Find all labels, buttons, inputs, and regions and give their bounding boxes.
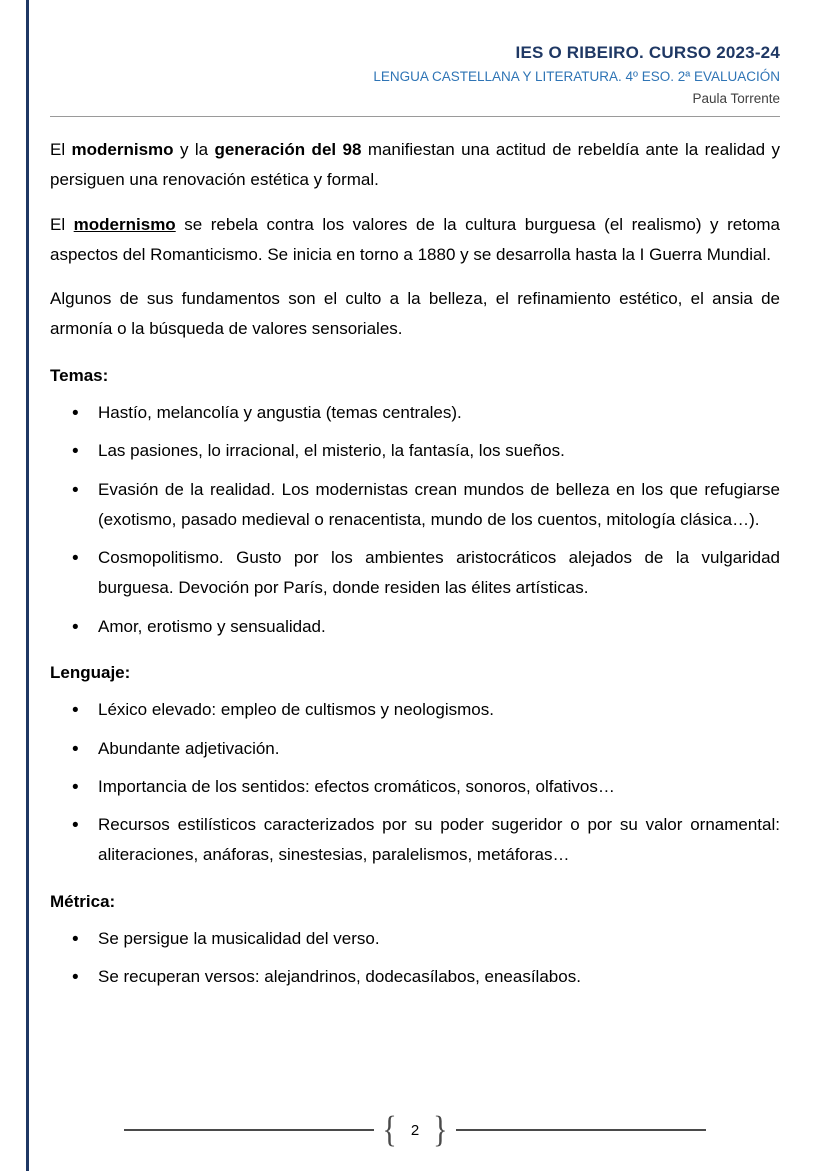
document-header — [50, 0, 780, 117]
brace-right-icon: } — [433, 1108, 448, 1150]
p1-bold-generacion98: generación del 98 — [214, 140, 362, 160]
list-item: • Las pasiones, lo irracional, el misterio, la fantasía, los sueños. — [98, 436, 780, 466]
p2-seg2: se rebela contra los valores de la cultura burguesa (el realismo) y retoma aspectos del Romanticismo. Se inicia en torno a 1880 y se desarrolla hasta la I Guerra Mundial. — [50, 214, 781, 264]
paragraph-modernismo — [50, 210, 780, 271]
header-author: Paula Torrente — [692, 91, 780, 107]
p1-seg2: y la — [173, 140, 215, 160]
list-item: • Recursos estilísticos caracterizados por su poder sugeridor o por su valor ornamental: aliteraciones, anáforas, sinestesias, paralelismos, metáforas… — [98, 810, 780, 871]
list-item: • Léxico elevado: empleo de cultismos y neologismos. — [98, 695, 780, 725]
p1-seg1: El — [50, 140, 72, 160]
list-item: • Se recuperan versos: alejandrinos, dodecasílabos, eneasílabos. — [98, 962, 780, 992]
brace-left-icon: { — [382, 1108, 397, 1150]
list-item: • Hastío, melancolía y angustia (temas centrales). — [98, 398, 780, 428]
section-title-metrica: Métrica: — [50, 891, 116, 911]
section-title-temas: Temas: — [50, 365, 109, 385]
page-number: 2 — [410, 1121, 420, 1139]
p1-seg3: manifiestan una actitud de rebeldía ante la realidad y persiguen una renovación estética y formal. — [50, 140, 780, 190]
list-item: • Importancia de los sentidos: efectos cromáticos, sonoros, olfativos… — [98, 772, 780, 802]
footer-page-number-group — [374, 1108, 455, 1150]
header-school-course: IES O RIBEIRO. CURSO 2023-24 — [515, 43, 780, 62]
p2-seg1: El — [50, 214, 74, 234]
list-temas — [50, 398, 780, 642]
footer-rule-left — [124, 1129, 374, 1131]
document-page — [50, 0, 780, 1171]
page-left-margin-rule — [26, 0, 29, 1171]
section-title-lenguaje: Lenguaje: — [50, 662, 131, 682]
p2-bold-underline-modernismo: modernismo — [73, 214, 176, 234]
document-content — [50, 117, 780, 993]
p1-bold-modernismo: modernismo — [71, 140, 174, 160]
list-item: • Cosmopolitismo. Gusto por los ambientes aristocráticos alejados de la vulgaridad burguesa. Devoción por París, donde residen las élites artísticas. — [98, 543, 780, 604]
list-item: • Amor, erotismo y sensualidad. — [98, 612, 780, 642]
document-footer — [50, 1108, 780, 1150]
list-item: • Evasión de la realidad. Los modernistas crean mundos de belleza en los que refugiarse (exotismo, pasado medieval o renacentista, mundo de los cuentos, mitología clásica…). — [98, 475, 780, 536]
list-item: • Abundante adjetivación. — [98, 734, 780, 764]
header-subject: LENGUA CASTELLANA Y LITERATURA. 4º ESO. 2ª EVALUACIÓN — [373, 68, 780, 84]
list-metrica — [50, 924, 780, 993]
footer-rule-right — [456, 1129, 706, 1131]
paragraph-intro — [50, 135, 780, 196]
paragraph-fundamentos: Algunos de sus fundamentos son el culto a la belleza, el refinamiento estético, el ansia de armonía o la búsqueda de valores sensoriales. — [50, 289, 780, 339]
list-item: • Se persigue la musicalidad del verso. — [98, 924, 780, 954]
list-lenguaje — [50, 695, 780, 870]
